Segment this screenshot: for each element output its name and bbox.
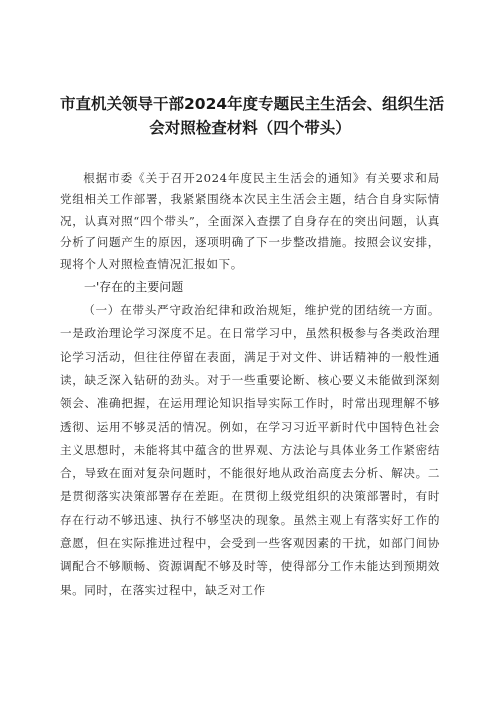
title-line-1: 市直机关领导干部2024年度专题民主生活会、组织生活 <box>60 95 445 113</box>
intro-paragraph: 根据市委《关于召开2024年度民主生活会的通知》有关要求和局党组相关工作部署，我紧紧围绕本次民主生活会主题，结合自身实际情况，认真对照“四个带头”，全面深入查摆了自身存在的突出问题，认真分析了问题产生的原因，逐项明确了下一步整改措施。按照会议安排，现将个人对照检查情况汇报如下。 <box>60 171 440 271</box>
document-title <box>60 92 445 140</box>
section-body-1: （一）在带头严守政治纪律和政治规矩，维护党的团结统一方面。一是政治理论学习深度不足。在日常学习中，虽然积极参与各类政治理论学习活动，但往往停留在表面，满足于对文件、讲话精神的一般性通读，缺乏深入钻研的劲头。对于一些重要论断、核心要义未能做到深刻领会、准确把握，在运用理论知识指导实际工作时，时常出现理解不够透彻、运用不够灵活的情况。例如，在学习习近平新时代中国特色社会主义思想时，未能将其中蕴含的世界观、方法论与具体业务工作紧密结合，导致在面对复杂问题时，不能很好地从政治高度去分析、解决。二是贯彻落实决策部署存在差距。在贯彻上级党组织的决策部署时，有时存在行动不够迅速、执行不够坚决的现象。虽然主观上有落实好工作的意愿，但在实际推进过程中，会受到一些客观因素的干扰，如部门间协调配合不够顺畅、资源调配不够及时等，使得部分工作未能达到预期效果。同时，在落实过程中，缺乏对工作 <box>60 303 440 597</box>
section-heading-1: 一'存在的主要问题 <box>84 280 184 295</box>
title-line-2: 会对照检查材料（四个带头） <box>149 119 351 137</box>
